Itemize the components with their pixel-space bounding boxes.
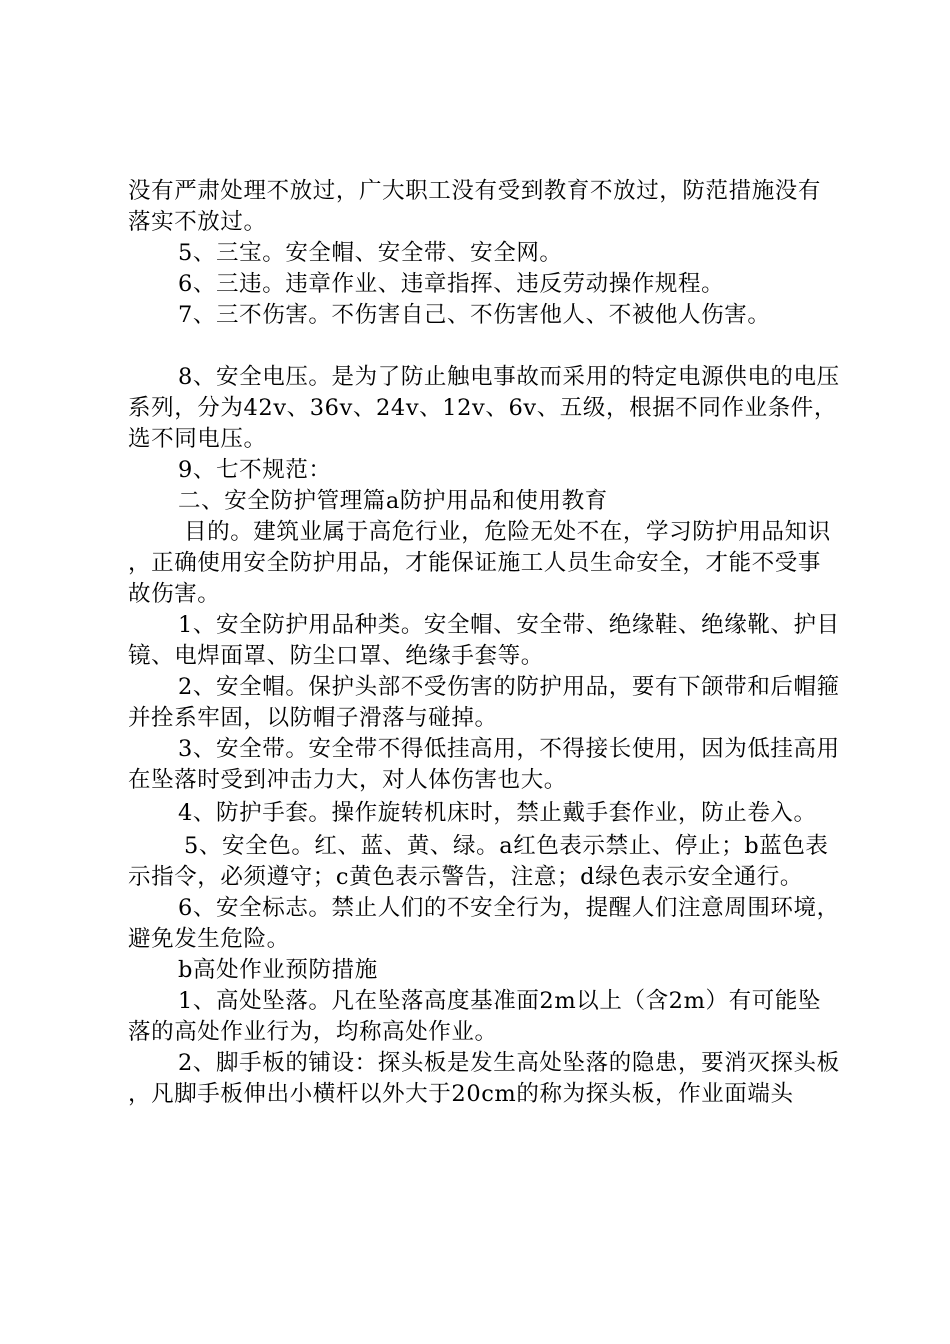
paragraph-scaffold-board: 2、脚手板的铺设：探头板是发生高处坠落的隐患，要消灭探头板，凡脚手板伸出小横杆以外大于20cm的称为探头板，作业面端头: [128, 1050, 840, 1107]
section-heading-height-work: b高处作业预防措施: [178, 957, 378, 983]
paragraph-protective-gloves: 4、防护手套。操作旋转机床时，禁止戴手套作业，防止卷入。: [178, 800, 817, 826]
paragraph-purpose: 目的。建筑业属于高危行业，危险无处不在，学习防护用品知识，正确使用安全防护用品，才能保证施工人员生命安全，才能不受事故伤害。: [128, 519, 831, 607]
paragraph-protective-equipment-types: 1、安全防护用品种类。安全帽、安全带、绝缘鞋、绝缘靴、护目镜、电焊面罩、防尘口罩、绝缘手套等。: [128, 612, 840, 669]
paragraph-safety-belt: 3、安全带。安全带不得低挂高用，不得接长使用，因为低挂高用在坠落时受到冲击力大，对人体伤害也大。: [128, 736, 840, 793]
paragraph-continuation: 没有严肃处理不放过，广大职工没有受到教育不放过，防范措施没有落实不放过。: [128, 178, 822, 235]
section-heading-protection-management: 二、安全防护管理篇a防护用品和使用教育: [178, 488, 608, 514]
paragraph-item-5-three-treasures: 5、三宝。安全帽、安全带、安全网。: [178, 240, 563, 266]
paragraph-height-fall: 1、高处坠落。凡在坠落高度基准面2m以上（含2m）有可能坠落的高处作业行为，均称高处作业。: [128, 988, 822, 1045]
paragraph-item-8-safety-voltage: 8、安全电压。是为了防止触电事故而采用的特定电源供电的电压系列，分为42v、36v、24v、12v、6v、五级，根据不同作业条件，选不同电压。: [128, 364, 840, 452]
paragraph-safety-signs: 6、安全标志。禁止人们的不安全行为，提醒人们注意周围环境，避免发生危险。: [128, 895, 840, 952]
paragraph-safety-helmet: 2、安全帽。保护头部不受伤害的防护用品，要有下颌带和后帽箍并拴系牢固，以防帽子滑落与碰掉。: [128, 674, 840, 731]
paragraph-safety-colors: 5、安全色。红、蓝、黄、绿。a红色表示禁止、停止；b蓝色表示指令，必须遵守；c黄色表示警告，注意；d绿色表示安全通行。: [128, 833, 829, 890]
document-body: [128, 176, 840, 1110]
paragraph-item-9-seven-rules: 9、七不规范：: [178, 457, 332, 483]
paragraph-item-6-three-violations: 6、三违。违章作业、违章指挥、违反劳动操作规程。: [178, 271, 725, 297]
paragraph-item-7-three-no-harm: 7、三不伤害。不伤害自己、不伤害他人、不被他人伤害。: [178, 302, 771, 328]
